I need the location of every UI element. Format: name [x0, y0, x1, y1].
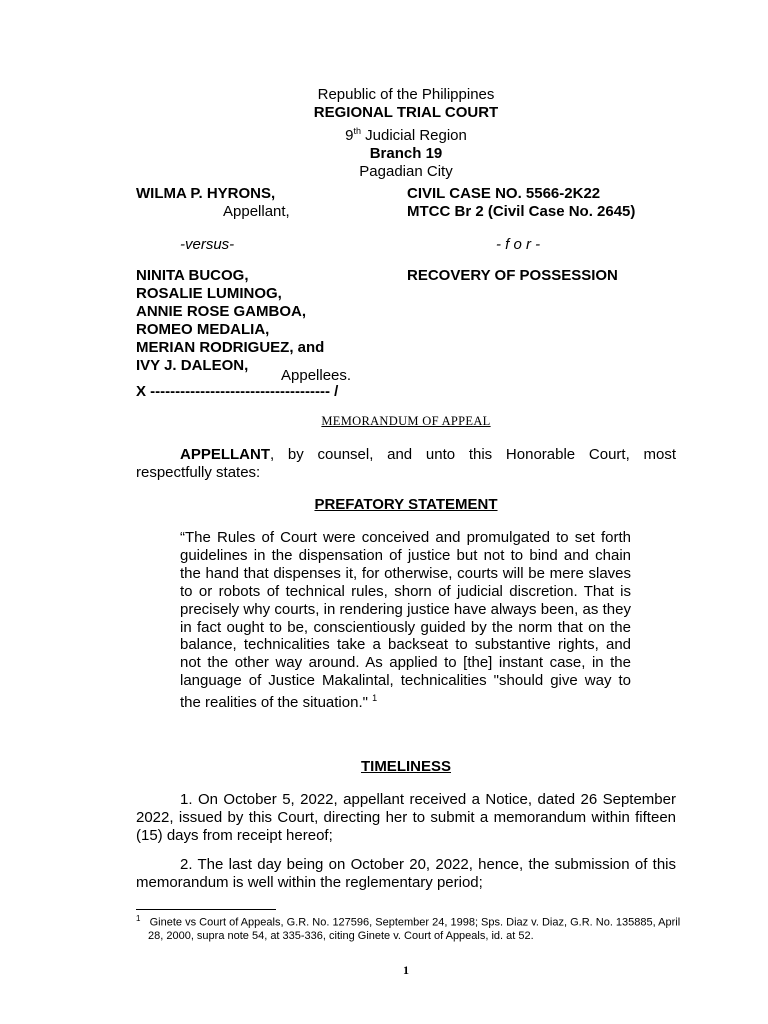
- appellees-list: [136, 267, 324, 375]
- appellee-name: ROMEO MEDALIA,: [136, 321, 270, 338]
- for-label: - f o r -: [496, 236, 541, 253]
- versus-label: -versus-: [180, 236, 235, 253]
- prefatory-heading: PREFATORY STATEMENT: [314, 496, 498, 513]
- timeliness-paragraph-1: 1. On October 5, 2022, appellant received a Notice, dated 26 September 2022, issued by this Court, directing her to submit a memorandum within fifteen (15) days from receipt hereof;: [136, 791, 676, 844]
- caption-closing-line: X ------------------------------------ /: [136, 383, 339, 400]
- case-nature: RECOVERY OF POSSESSION: [407, 267, 618, 284]
- court-header: [0, 86, 768, 181]
- mtcc-case-number: MTCC Br 2 (Civil Case No. 2645): [407, 203, 636, 220]
- appellees-role: Appellees.: [281, 367, 352, 384]
- header-republic: Republic of the Philippines: [317, 86, 495, 103]
- timeliness-paragraph-2: 2. The last day being on October 20, 2022, hence, the submission of this memorandum is well within the reglementary period;: [136, 856, 676, 891]
- footnote: $^1$ Ginete vs Court of Appeals, G.R. No. 127596, September 24, 1998; Sps. Diaz v. Diaz, G.R. No. 135885, April 28, 2000, supra note 54, at 335-336, citing Ginete v. Court of Appeals, id. at 52.: [136, 914, 681, 942]
- header-court: REGIONAL TRIAL COURT: [313, 104, 499, 121]
- prefatory-quote: “The Rules of Court were conceived and promulgated to set forth guidelines in the dispensation of justice but not to bind and chain the hand that dispenses it, for otherwise, courts will be mere slaves to or robots of technical rules, shorn of judicial discretion. That is precisely why courts, in rendering justice have always been, as they in fact ought to be, conscientiously guided by the norm that on the balance, technicalities take a backseat to substantive rights, and not the other way around. As applied to [the] instant case, in the language of Justice Makalintal, technicalities "should give way to the realities of the situation." $^1$: [180, 529, 631, 712]
- page-number: 1: [403, 963, 409, 977]
- intro-paragraph: APPELLANT, by counsel, and unto this Honorable Court, most respectfully states:: [136, 446, 676, 481]
- header-city: Pagadian City: [359, 163, 453, 180]
- appellant-name: WILMA P. HYRONS,: [136, 185, 276, 202]
- footnote-separator: [136, 909, 276, 910]
- appellant-role: Appellant,: [223, 203, 290, 220]
- footnote-reference: 1: [372, 693, 378, 704]
- civil-case-number: CIVIL CASE NO. 5566-2K22: [407, 185, 601, 202]
- appellee-name: ANNIE ROSE GAMBOA,: [136, 303, 307, 320]
- appellee-name: IVY J. DALEON,: [136, 357, 249, 374]
- header-region: 9th Judicial Region: [345, 126, 467, 144]
- header-branch: Branch 19: [369, 145, 443, 162]
- document-title: MEMORANDUM OF APPEAL: [321, 414, 491, 428]
- appellee-name: NINITA BUCOG,: [136, 267, 249, 284]
- timeliness-heading: TIMELINESS: [360, 758, 451, 775]
- appellee-name: MERIAN RODRIGUEZ, and: [136, 339, 325, 356]
- appellee-name: ROSALIE LUMINOG,: [136, 285, 282, 302]
